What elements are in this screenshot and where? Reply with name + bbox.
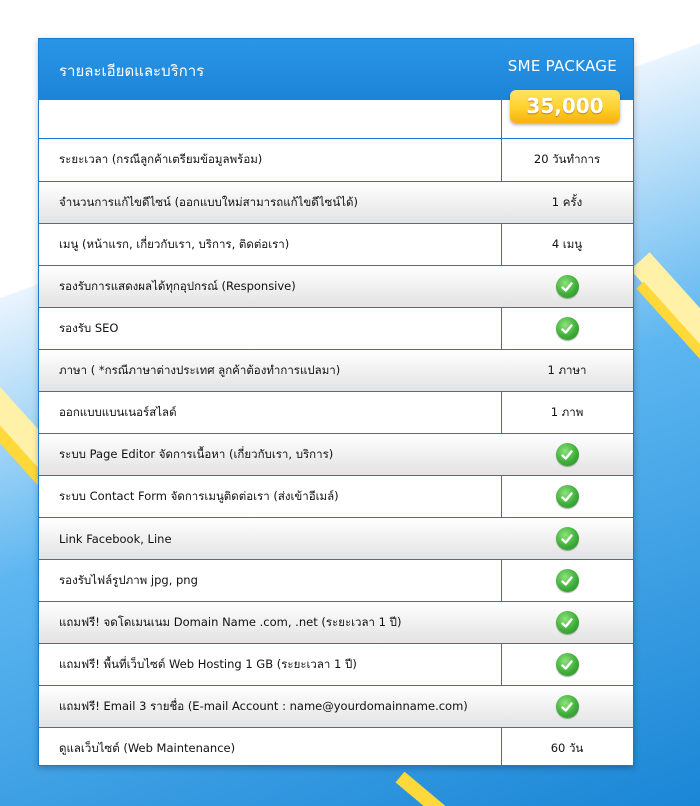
table-row — [39, 138, 633, 181]
table-row — [39, 685, 633, 727]
row-label: ออกแบบแบนเนอร์สไลด์ — [59, 404, 177, 419]
row-label: เมนู (หน้าแรก, เกี่ยวกับเรา, บริการ, ติดต่อเรา) — [59, 236, 290, 251]
check-icon — [556, 653, 579, 676]
table-row — [39, 181, 633, 223]
row-label: แถมฟรี! Email 3 รายชื่อ (E-mail Account : name@yourdomainname.com) — [59, 698, 468, 713]
check-icon — [556, 611, 579, 634]
table-row — [39, 349, 633, 391]
table-row — [39, 265, 633, 307]
row-value — [501, 308, 633, 349]
row-label: แถมฟรี! พื้นที่เว็บไซต์ Web Hosting 1 GB (ระยะเวลา 1 ปี) — [59, 656, 357, 671]
row-label: ระยะเวลา (กรณีลูกค้าเตรียมข้อมูลพร้อม) — [59, 152, 263, 166]
row-value: 20 วันทำการ — [533, 152, 601, 166]
row-label: ดูแลเว็บไซต์ (Web Maintenance) — [59, 740, 236, 755]
check-icon — [556, 275, 579, 298]
price-badge: 35,000 — [510, 90, 620, 123]
row-label: ภาษา ( *กรณีภาษาต่างประเทศ ลูกค้าต้องทำการแปลมา) — [59, 362, 341, 377]
row-value: 4 เมนู — [551, 236, 583, 251]
table-rows — [39, 138, 633, 769]
table-row — [39, 517, 633, 559]
row-label: Link Facebook, Line — [59, 531, 172, 546]
table-row — [39, 391, 633, 433]
pricing-table — [38, 38, 634, 766]
row-value: 1 ภาพ — [550, 404, 584, 419]
row-label: รองรับ SEO — [59, 320, 119, 335]
row-value — [501, 644, 633, 685]
row-label: ระบบ Contact Form จัดการเมนูติดต่อเรา (ส่งเข้าอีเมล์) — [59, 488, 339, 503]
row-label: รองรับไฟล์รูปภาพ jpg, png — [59, 572, 198, 587]
row-label: แถมฟรี! จดโดเมนเนม Domain Name .com, .net (ระยะเวลา 1 ปี) — [59, 614, 402, 629]
row-label: จำนวนการแก้ไขดีไซน์ (ออกแบบใหม่สามารถแก้ไขดีไซน์ได้) — [59, 194, 358, 209]
row-value — [501, 434, 633, 475]
table-row — [39, 475, 633, 517]
row-value: 60 วัน — [550, 740, 584, 755]
row-value — [501, 560, 633, 601]
table-row — [39, 223, 633, 265]
table-row — [39, 727, 633, 769]
check-icon — [556, 527, 579, 550]
row-value — [501, 518, 633, 559]
row-value — [501, 602, 633, 643]
row-value: 1 ครั้ง — [551, 194, 583, 209]
check-icon — [556, 443, 579, 466]
row-value — [501, 686, 633, 727]
row-label: ระบบ Page Editor จัดการเนื้อหา (เกี่ยวกับเรา, บริการ) — [59, 446, 334, 461]
check-icon — [556, 485, 579, 508]
row-value — [501, 266, 633, 307]
table-row — [39, 643, 633, 685]
row-value — [501, 476, 633, 517]
table-row — [39, 601, 633, 643]
header-title: รายละเอียดและบริการ — [59, 62, 205, 80]
table-row — [39, 307, 633, 349]
check-icon — [556, 569, 579, 592]
table-row — [39, 433, 633, 475]
row-value: 1 ภาษา — [547, 362, 587, 377]
check-icon — [556, 317, 579, 340]
package-name: SME PACKAGE — [507, 57, 617, 75]
table-row — [39, 559, 633, 601]
row-label: รองรับการแสดงผลได้ทุกอุปกรณ์ (Responsive) — [59, 278, 296, 293]
check-icon — [556, 695, 579, 718]
